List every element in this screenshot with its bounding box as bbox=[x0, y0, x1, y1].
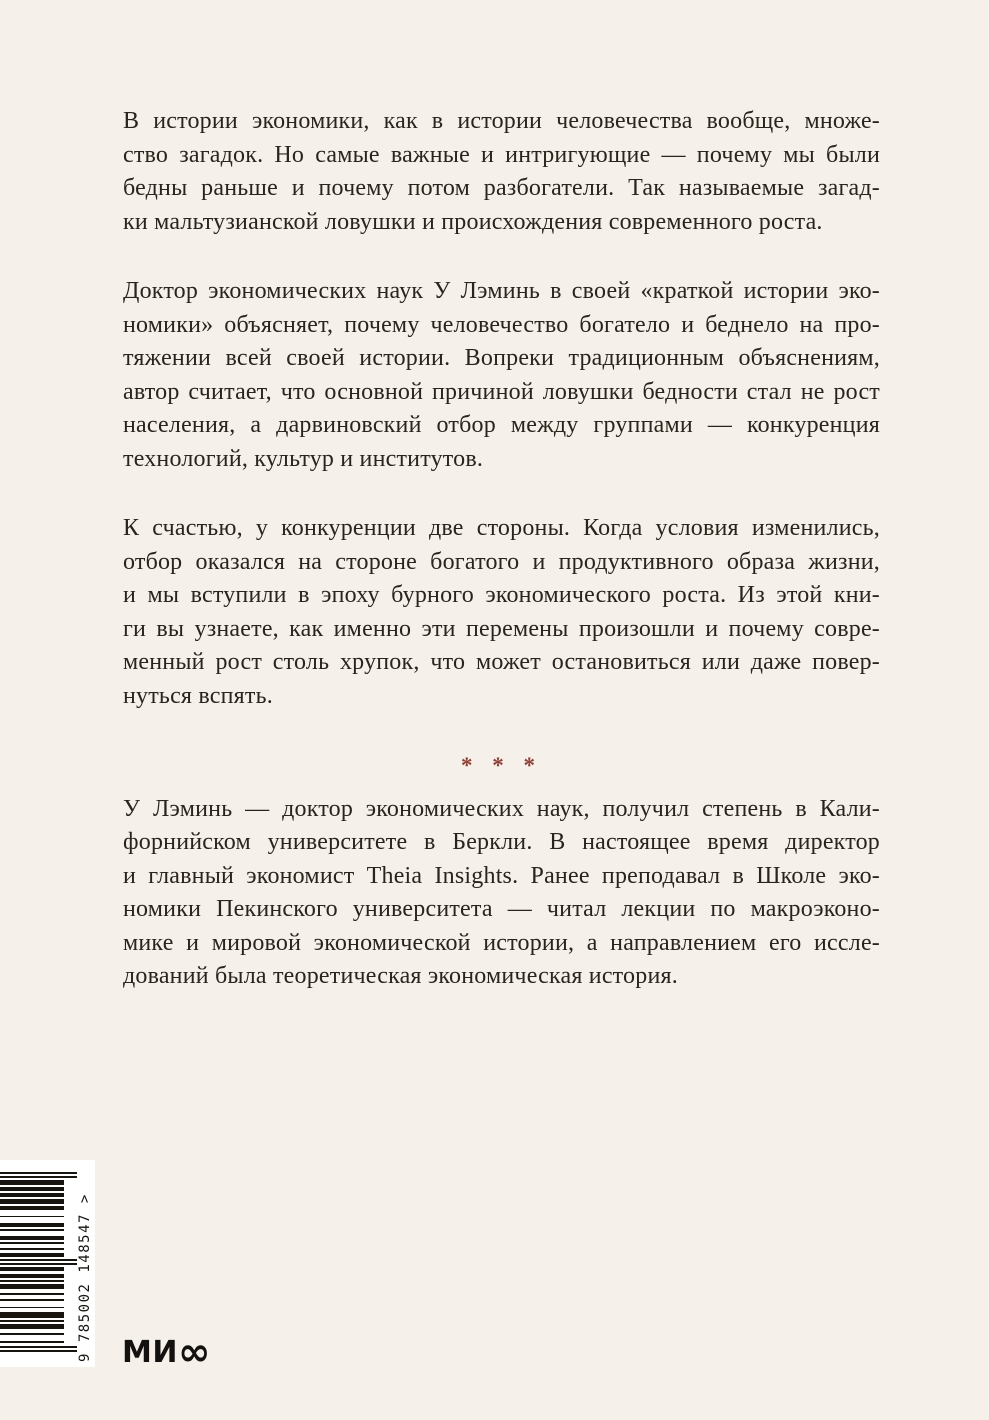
text-line: ство загадок. Но самые важные и интригующие — почему мы были bbox=[123, 141, 880, 168]
text-line: и главный экономист Theia Insights. Ранее преподавал в Школе эко- bbox=[123, 862, 880, 889]
section-separator-stars: * * * bbox=[461, 753, 542, 778]
publisher-logo-mif bbox=[122, 1330, 211, 1375]
text-line: менный рост столь хрупок, что может остановиться или даже повер- bbox=[123, 649, 880, 675]
paragraph-book-summary bbox=[123, 275, 880, 476]
paragraph-riddles bbox=[123, 105, 880, 239]
isbn-barcode bbox=[0, 1160, 95, 1367]
text-line: форнийском университете в Беркли. В настоящее время директор bbox=[123, 829, 880, 855]
text-line: номики Пекинского университета — читал лекции по макроэконо- bbox=[123, 896, 880, 922]
text-line: Доктор экономических наук У Лэминь в своей «краткой истории эко- bbox=[123, 278, 880, 304]
text-line: населения, а дарвиновский отбор между группами — конкуренция bbox=[123, 412, 880, 438]
text-line: номики» объясняет, почему человечество богатело и беднело на про- bbox=[123, 311, 880, 338]
barcode-bars bbox=[0, 1172, 77, 1352]
text-line: ки мальтузианской ловушки и происхождения современного роста. bbox=[123, 208, 823, 235]
text-line: нуться вспять. bbox=[123, 682, 273, 709]
barcode-number: 9 785002 148547 > bbox=[77, 1193, 93, 1362]
text-line: технологий, культур и институтов. bbox=[123, 445, 484, 472]
text-line: тяжении всей своей истории. Вопреки традиционным объяснениям, bbox=[123, 345, 880, 371]
text-line: мике и мировой экономической истории, а направлением его иссле- bbox=[123, 929, 880, 956]
text-line: У Лэминь — доктор экономических наук, получил степень в Кали- bbox=[123, 795, 880, 822]
paragraph-author-bio bbox=[123, 793, 880, 994]
text-line: бедны раньше и почему потом разбогатели. Так называемые загад- bbox=[123, 175, 880, 201]
annotation-text bbox=[123, 105, 880, 1030]
logo-letters: МИ bbox=[122, 1335, 178, 1370]
text-line: В истории экономики, как в истории человечества вообще, множе- bbox=[123, 108, 880, 134]
paragraph-competition bbox=[123, 512, 880, 713]
infinity-icon: ∞ bbox=[177, 1330, 211, 1375]
text-line: дований была теоретическая экономическая история. bbox=[123, 963, 678, 989]
text-line: автор считает, что основной причиной ловушки бедности стал не рост bbox=[123, 378, 880, 405]
text-line: К счастью, у конкуренции две стороны. Когда условия изменились, bbox=[123, 515, 880, 541]
text-line: ги вы узнаете, как именно эти перемены произошли и почему совре- bbox=[123, 615, 880, 642]
text-line: отбор оказался на стороне богатого и продуктивного образа жизни, bbox=[123, 548, 880, 575]
text-line: и мы вступили в эпоху бурного экономического роста. Из этой кни- bbox=[123, 582, 880, 608]
